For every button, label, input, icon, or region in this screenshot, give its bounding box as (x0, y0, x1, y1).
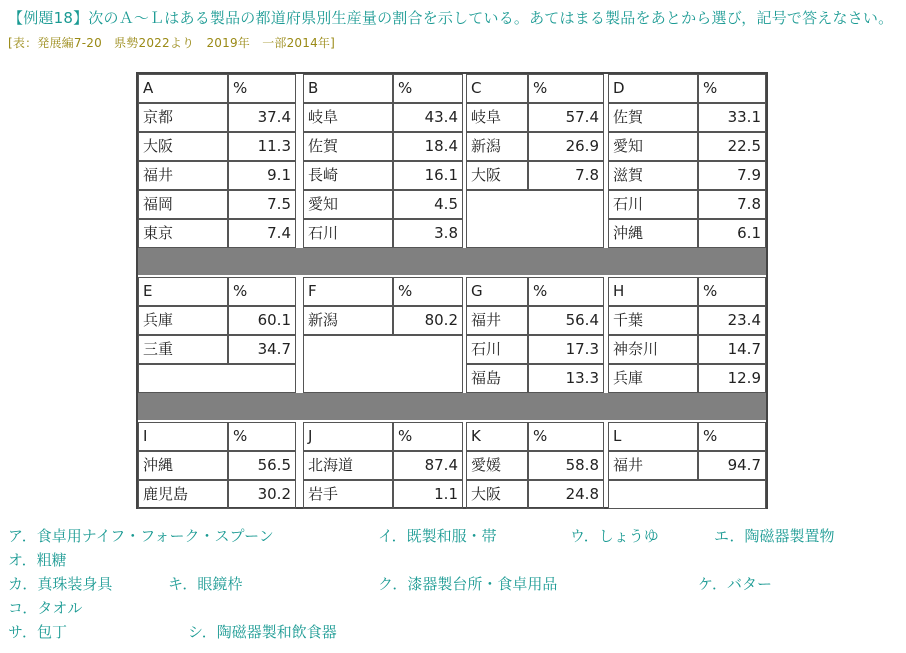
prefecture-cell: 兵庫 (138, 306, 228, 335)
prefecture-cell: 愛知 (303, 190, 393, 219)
prefecture-cell: 東京 (138, 219, 228, 248)
unit-label: % (393, 422, 463, 451)
prefecture-cell: 福井 (608, 451, 698, 480)
block-f (303, 277, 463, 393)
prefecture-cell: 福岡 (138, 190, 228, 219)
percent-cell: 17.3 (528, 335, 604, 364)
unit-label: % (528, 422, 604, 451)
percent-cell: 43.4 (393, 103, 463, 132)
percent-cell: 7.9 (698, 161, 766, 190)
empty-cell (303, 335, 463, 393)
prefecture-cell: 愛知 (608, 132, 698, 161)
answer-option: オ．粗糖 (8, 551, 67, 569)
empty-cell (466, 190, 604, 248)
unit-label: % (393, 277, 463, 306)
percent-cell: 3.8 (393, 219, 463, 248)
unit-label: % (528, 74, 604, 103)
prefecture-cell: 鹿児島 (138, 480, 228, 509)
block-h (608, 277, 766, 393)
block-label: G (466, 277, 528, 306)
question-text (8, 6, 900, 55)
prefecture-cell: 新潟 (466, 132, 528, 161)
percent-cell: 58.8 (528, 451, 604, 480)
separator-bar (138, 393, 766, 420)
block-e (138, 277, 296, 393)
answer-option: ク．漆器製台所・食卓用品 (378, 575, 558, 593)
block-a (138, 74, 296, 248)
question-body: 【例題18】次のＡ～Ｌはある製品の都道府県別生産量の割合を示している。あてはまる製品をあとから選び，記号で答えなさい。 (8, 9, 894, 27)
prefecture-cell: 福井 (466, 306, 528, 335)
unit-label: % (228, 422, 296, 451)
percent-cell: 16.1 (393, 161, 463, 190)
prefecture-cell: 佐賀 (303, 132, 393, 161)
prefecture-cell: 石川 (466, 335, 528, 364)
prefecture-cell: 岐阜 (466, 103, 528, 132)
percent-cell: 14.7 (698, 335, 766, 364)
production-share-table (136, 72, 768, 509)
prefecture-cell: 岩手 (303, 480, 393, 509)
percent-cell: 23.4 (698, 306, 766, 335)
percent-cell: 22.5 (698, 132, 766, 161)
prefecture-cell: 石川 (608, 190, 698, 219)
block-b (303, 74, 463, 248)
percent-cell: 60.1 (228, 306, 296, 335)
percent-cell: 6.1 (698, 219, 766, 248)
unit-label: % (528, 277, 604, 306)
unit-label: % (393, 74, 463, 103)
block-label: J (303, 422, 393, 451)
block-j (303, 422, 463, 509)
block-g (466, 277, 604, 393)
percent-cell: 7.8 (528, 161, 604, 190)
prefecture-cell: 兵庫 (608, 364, 698, 393)
block-i (138, 422, 296, 509)
block-label: B (303, 74, 393, 103)
separator-bar (138, 248, 766, 275)
answer-option: コ．タオル (8, 599, 83, 617)
percent-cell: 37.4 (228, 103, 296, 132)
answer-option: ア．食卓用ナイフ・フォーク・スプーン (8, 527, 274, 545)
percent-cell: 24.8 (528, 480, 604, 509)
prefecture-cell: 北海道 (303, 451, 393, 480)
unit-label: % (228, 277, 296, 306)
block-d (608, 74, 766, 248)
block-label: H (608, 277, 698, 306)
answer-option: エ．陶磁器製置物 (714, 527, 835, 545)
percent-cell: 26.9 (528, 132, 604, 161)
answer-option: ウ．しょうゆ (570, 527, 659, 545)
unit-label: % (698, 277, 766, 306)
prefecture-cell: 石川 (303, 219, 393, 248)
prefecture-cell: 大阪 (138, 132, 228, 161)
prefecture-cell: 大阪 (466, 480, 528, 509)
prefecture-cell: 佐賀 (608, 103, 698, 132)
prefecture-cell: 長崎 (303, 161, 393, 190)
block-label: I (138, 422, 228, 451)
percent-cell: 34.7 (228, 335, 296, 364)
answer-option: ケ．バター (698, 575, 772, 593)
answer-option: サ．包丁 (8, 623, 67, 641)
answer-option: キ．眼鏡枠 (168, 575, 243, 593)
block-c (466, 74, 604, 248)
block-label: C (466, 74, 528, 103)
percent-cell: 7.8 (698, 190, 766, 219)
percent-cell: 30.2 (228, 480, 296, 509)
prefecture-cell: 愛媛 (466, 451, 528, 480)
prefecture-cell: 岐阜 (303, 103, 393, 132)
percent-cell: 56.5 (228, 451, 296, 480)
prefecture-cell: 福井 (138, 161, 228, 190)
prefecture-cell: 三重 (138, 335, 228, 364)
prefecture-cell: 京都 (138, 103, 228, 132)
unit-label: % (698, 74, 766, 103)
block-k (466, 422, 604, 509)
percent-cell: 87.4 (393, 451, 463, 480)
empty-cell (138, 364, 296, 393)
percent-cell: 11.3 (228, 132, 296, 161)
prefecture-cell: 沖縄 (608, 219, 698, 248)
percent-cell: 13.3 (528, 364, 604, 393)
percent-cell: 80.2 (393, 306, 463, 335)
block-label: E (138, 277, 228, 306)
prefecture-cell: 沖縄 (138, 451, 228, 480)
block-l (608, 422, 766, 509)
percent-cell: 12.9 (698, 364, 766, 393)
percent-cell: 94.7 (698, 451, 766, 480)
answer-option: シ．陶磁器製和飲食器 (188, 623, 337, 641)
block-label: A (138, 74, 228, 103)
percent-cell: 7.4 (228, 219, 296, 248)
percent-cell: 56.4 (528, 306, 604, 335)
percent-cell: 18.4 (393, 132, 463, 161)
empty-cell (608, 480, 766, 509)
percent-cell: 9.1 (228, 161, 296, 190)
answer-option: イ．既製和服・帯 (378, 527, 497, 545)
block-label: D (608, 74, 698, 103)
prefecture-cell: 神奈川 (608, 335, 698, 364)
prefecture-cell: 福島 (466, 364, 528, 393)
answer-option: カ．真珠装身具 (8, 575, 113, 593)
question-source: [表：発展編7-20 県勢2022より 2019年 一部2014年] (8, 36, 336, 50)
percent-cell: 4.5 (393, 190, 463, 219)
prefecture-cell: 大阪 (466, 161, 528, 190)
percent-cell: 1.1 (393, 480, 463, 509)
unit-label: % (698, 422, 766, 451)
block-label: K (466, 422, 528, 451)
prefecture-cell: 新潟 (303, 306, 393, 335)
prefecture-cell: 千葉 (608, 306, 698, 335)
unit-label: % (228, 74, 296, 103)
percent-cell: 33.1 (698, 103, 766, 132)
prefecture-cell: 滋賀 (608, 161, 698, 190)
block-label: L (608, 422, 698, 451)
percent-cell: 7.5 (228, 190, 296, 219)
block-label: F (303, 277, 393, 306)
percent-cell: 57.4 (528, 103, 604, 132)
